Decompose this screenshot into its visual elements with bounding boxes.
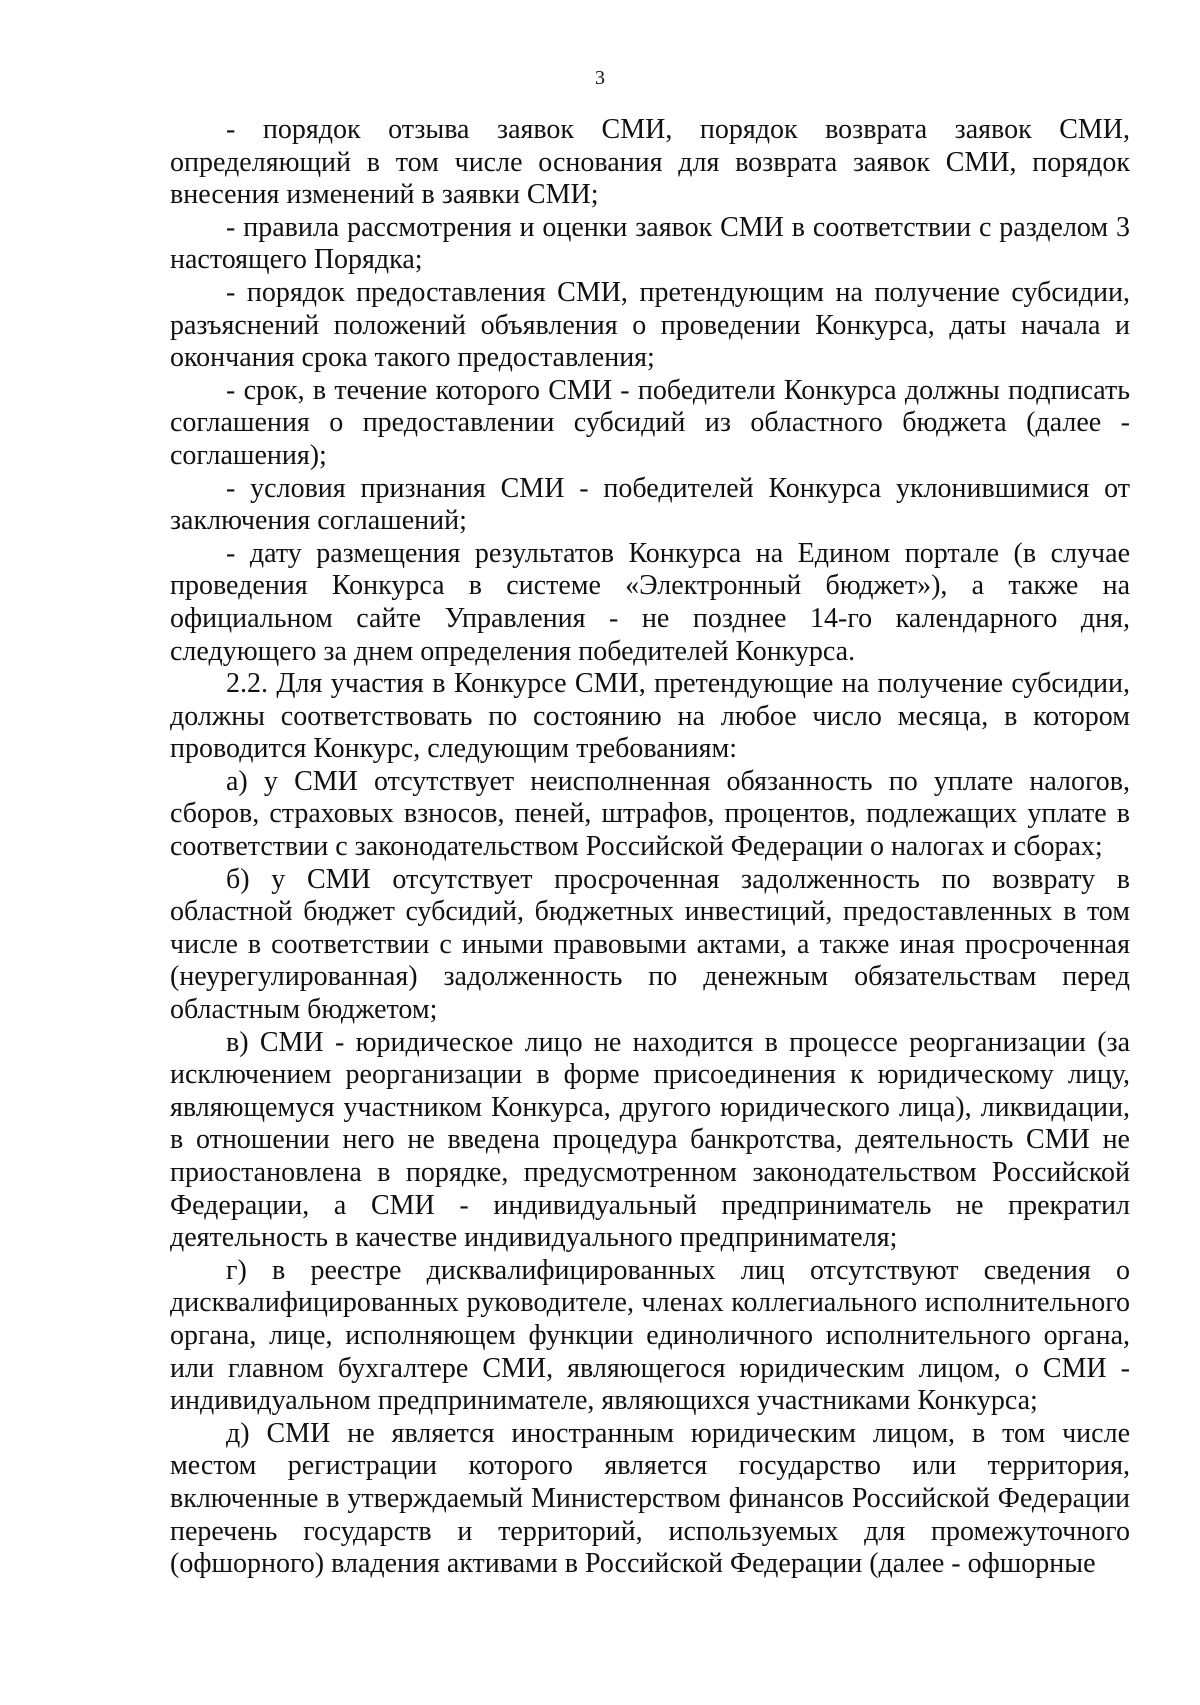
paragraph-requirement-d: д) СМИ не является иностранным юридическим лицом, в том числе местом регистрации которого является государство или территория, включенные в утверждаемый Министерством финансов Российской Федерации перечень государств и территорий, используемых для промежуточного (офшорного) владения активами в Российской Федерации (далее - офшорные — [170, 1417, 1130, 1580]
paragraph-requirement-g: г) в реестре дисквалифицированных лиц отсутствуют сведения о дисквалифицированных руководителе, членах коллегиального исполнительного органа, лице, исполняющем функции единоличного исполнительного органа, или главном бухгалтере СМИ, являющегося юридическим лицом, о СМИ - индивидуальном предпринимателе, являющихся участниками Конкурса; — [170, 1254, 1130, 1417]
document-body — [170, 114, 1130, 1581]
paragraph-requirement-v: в) СМИ - юридическое лицо не находится в процессе реорганизации (за исключением реорганизации в форме присоединения к юридическому лицу, являющемуся участником Конкурса, другого юридического лица), ликвидации, в отношении него не введена процедура банкротства, деятельность СМИ не приостановлена в порядке, предусмотренном законодательством Российской Федерации, а СМИ - индивидуальный предприниматель не прекратил деятельность в качестве индивидуального предпринимателя; — [170, 1026, 1130, 1254]
paragraph-clarification-procedure: - порядок предоставления СМИ, претендующим на получение субсидии, разъяснений положений объявления о проведении Конкурса, даты начала и окончания срока такого предоставления; — [170, 276, 1130, 374]
page-number: 3 — [595, 67, 605, 89]
paragraph-section-2-2: 2.2. Для участия в Конкурсе СМИ, претендующие на получение субсидии, должны соответствовать по состоянию на любое число месяца, в котором проводится Конкурс, следующим требованиям: — [170, 668, 1130, 765]
paragraph-evaluation-rules: - правила рассмотрения и оценки заявок СМИ в соответствии с разделом 3 настоящего Порядка; — [170, 211, 1130, 276]
paragraph-evasion-conditions: - условия признания СМИ - победителей Конкурса уклонившимися от заключения соглашений; — [170, 472, 1130, 537]
paragraph-results-publication: - дату размещения результатов Конкурса на Едином портале (в случае проведения Конкурса в системе «Электронный бюджет»), а также на официальном сайте Управления - не позднее 14-го календарного дня, следующего за днем определения победителей Конкурса. — [170, 537, 1130, 667]
paragraph-requirement-b: б) у СМИ отсутствует просроченная задолженность по возврату в областной бюджет субсидий, бюджетных инвестиций, предоставленных в том числе в соответствии с иными правовыми актами, а также иная просроченная (неурегулированная) задолженность по денежным обязательствам перед областным бюджетом; — [170, 863, 1130, 1026]
paragraph-withdrawal-procedure: - порядок отзыва заявок СМИ, порядок возврата заявок СМИ, определяющий в том числе основания для возврата заявок СМИ, порядок внесения изменений в заявки СМИ; — [170, 114, 1130, 211]
paragraph-requirement-a: а) у СМИ отсутствует неисполненная обязанность по уплате налогов, сборов, страховых взносов, пеней, штрафов, процентов, подлежащих уплате в соответствии с законодательством Российской Федерации о налогах и сборах; — [170, 765, 1130, 863]
paragraph-agreement-deadline: - срок, в течение которого СМИ - победители Конкурса должны подписать соглашения о предоставлении субсидий из областного бюджета (далее - соглашения); — [170, 374, 1130, 471]
